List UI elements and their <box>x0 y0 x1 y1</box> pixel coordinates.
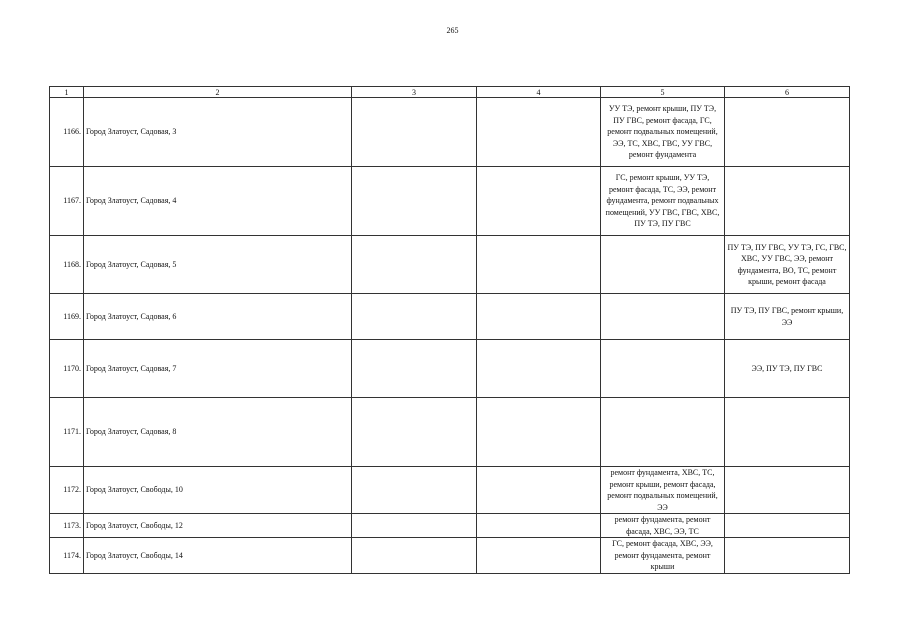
column-header: 4 <box>477 87 601 98</box>
row-number: 1174. <box>50 538 84 574</box>
row-cell-3 <box>352 236 477 294</box>
buildings-table <box>49 86 850 574</box>
row-address: Город Златоуст, Свободы, 12 <box>84 514 352 538</box>
row-cell-4 <box>477 398 601 467</box>
row-works-6 <box>725 538 850 574</box>
row-number: 1173. <box>50 514 84 538</box>
row-cell-4 <box>477 98 601 167</box>
row-cell-4 <box>477 467 601 514</box>
row-works-5 <box>601 340 725 398</box>
table-row <box>50 514 850 538</box>
row-number: 1167. <box>50 167 84 236</box>
column-header: 2 <box>84 87 352 98</box>
row-works-5 <box>601 236 725 294</box>
row-cell-3 <box>352 514 477 538</box>
row-works-6 <box>725 514 850 538</box>
row-number: 1172. <box>50 467 84 514</box>
row-address: Город Златоуст, Садовая, 8 <box>84 398 352 467</box>
row-works-5: ГС, ремонт фасада, ХВС, ЭЭ, ремонт фундамента, ремонт крыши <box>601 538 725 574</box>
row-works-5: ГС, ремонт крыши, УУ ТЭ, ремонт фасада, ТС, ЭЭ, ремонт фундамента, ремонт подвальных помещений, УУ ГВС, ГВС, ХВС, ПУ ТЭ, ПУ ГВС <box>601 167 725 236</box>
column-header: 6 <box>725 87 850 98</box>
row-address: Город Златоуст, Садовая, 6 <box>84 294 352 340</box>
row-address: Город Златоуст, Садовая, 7 <box>84 340 352 398</box>
table-row <box>50 236 850 294</box>
table-row <box>50 538 850 574</box>
page-number: 265 <box>446 26 459 35</box>
row-number: 1166. <box>50 98 84 167</box>
row-works-5 <box>601 294 725 340</box>
row-works-6: ПУ ТЭ, ПУ ГВС, ремонт крыши, ЭЭ <box>725 294 850 340</box>
row-number: 1170. <box>50 340 84 398</box>
column-header: 5 <box>601 87 725 98</box>
row-works-5: ремонт фундамента, ХВС, ТС, ремонт крыши, ремонт фасада, ремонт подвальных помещений, ЭЭ <box>601 467 725 514</box>
row-number: 1171. <box>50 398 84 467</box>
table-row <box>50 467 850 514</box>
row-cell-3 <box>352 294 477 340</box>
row-works-6 <box>725 398 850 467</box>
row-address: Город Златоуст, Садовая, 5 <box>84 236 352 294</box>
row-works-6 <box>725 98 850 167</box>
row-cell-4 <box>477 340 601 398</box>
row-works-6 <box>725 167 850 236</box>
row-cell-4 <box>477 236 601 294</box>
row-address: Город Златоуст, Свободы, 14 <box>84 538 352 574</box>
row-address: Город Златоуст, Садовая, 4 <box>84 167 352 236</box>
row-works-5 <box>601 398 725 467</box>
row-works-5: ремонт фундамента, ремонт фасада, ХВС, ЭЭ, ТС <box>601 514 725 538</box>
row-number: 1169. <box>50 294 84 340</box>
row-works-6: ЭЭ, ПУ ТЭ, ПУ ГВС <box>725 340 850 398</box>
row-cell-3 <box>352 538 477 574</box>
column-header: 3 <box>352 87 477 98</box>
row-works-6: ПУ ТЭ, ПУ ГВС, УУ ТЭ, ГС, ГВС, ХВС, УУ ГВС, ЭЭ, ремонт фундамента, ВО, ТС, ремонт крыши, ремонт фасада <box>725 236 850 294</box>
row-cell-4 <box>477 167 601 236</box>
column-header: 1 <box>50 87 84 98</box>
table-row <box>50 294 850 340</box>
row-works-5: УУ ТЭ, ремонт крыши, ПУ ТЭ, ПУ ГВС, ремонт фасада, ГС, ремонт подвальных помещений, ЭЭ, ТС, ХВС, ГВС, УУ ГВС, ремонт фундамента <box>601 98 725 167</box>
table-row <box>50 98 850 167</box>
table-row <box>50 167 850 236</box>
row-cell-3 <box>352 167 477 236</box>
row-cell-4 <box>477 294 601 340</box>
table-header-row <box>50 87 850 98</box>
row-cell-3 <box>352 467 477 514</box>
row-cell-4 <box>477 538 601 574</box>
table-row <box>50 340 850 398</box>
row-address: Город Златоуст, Садовая, 3 <box>84 98 352 167</box>
row-cell-3 <box>352 398 477 467</box>
row-address: Город Златоуст, Свободы, 10 <box>84 467 352 514</box>
row-cell-4 <box>477 514 601 538</box>
row-works-6 <box>725 467 850 514</box>
row-number: 1168. <box>50 236 84 294</box>
table-row <box>50 398 850 467</box>
row-cell-3 <box>352 340 477 398</box>
row-cell-3 <box>352 98 477 167</box>
